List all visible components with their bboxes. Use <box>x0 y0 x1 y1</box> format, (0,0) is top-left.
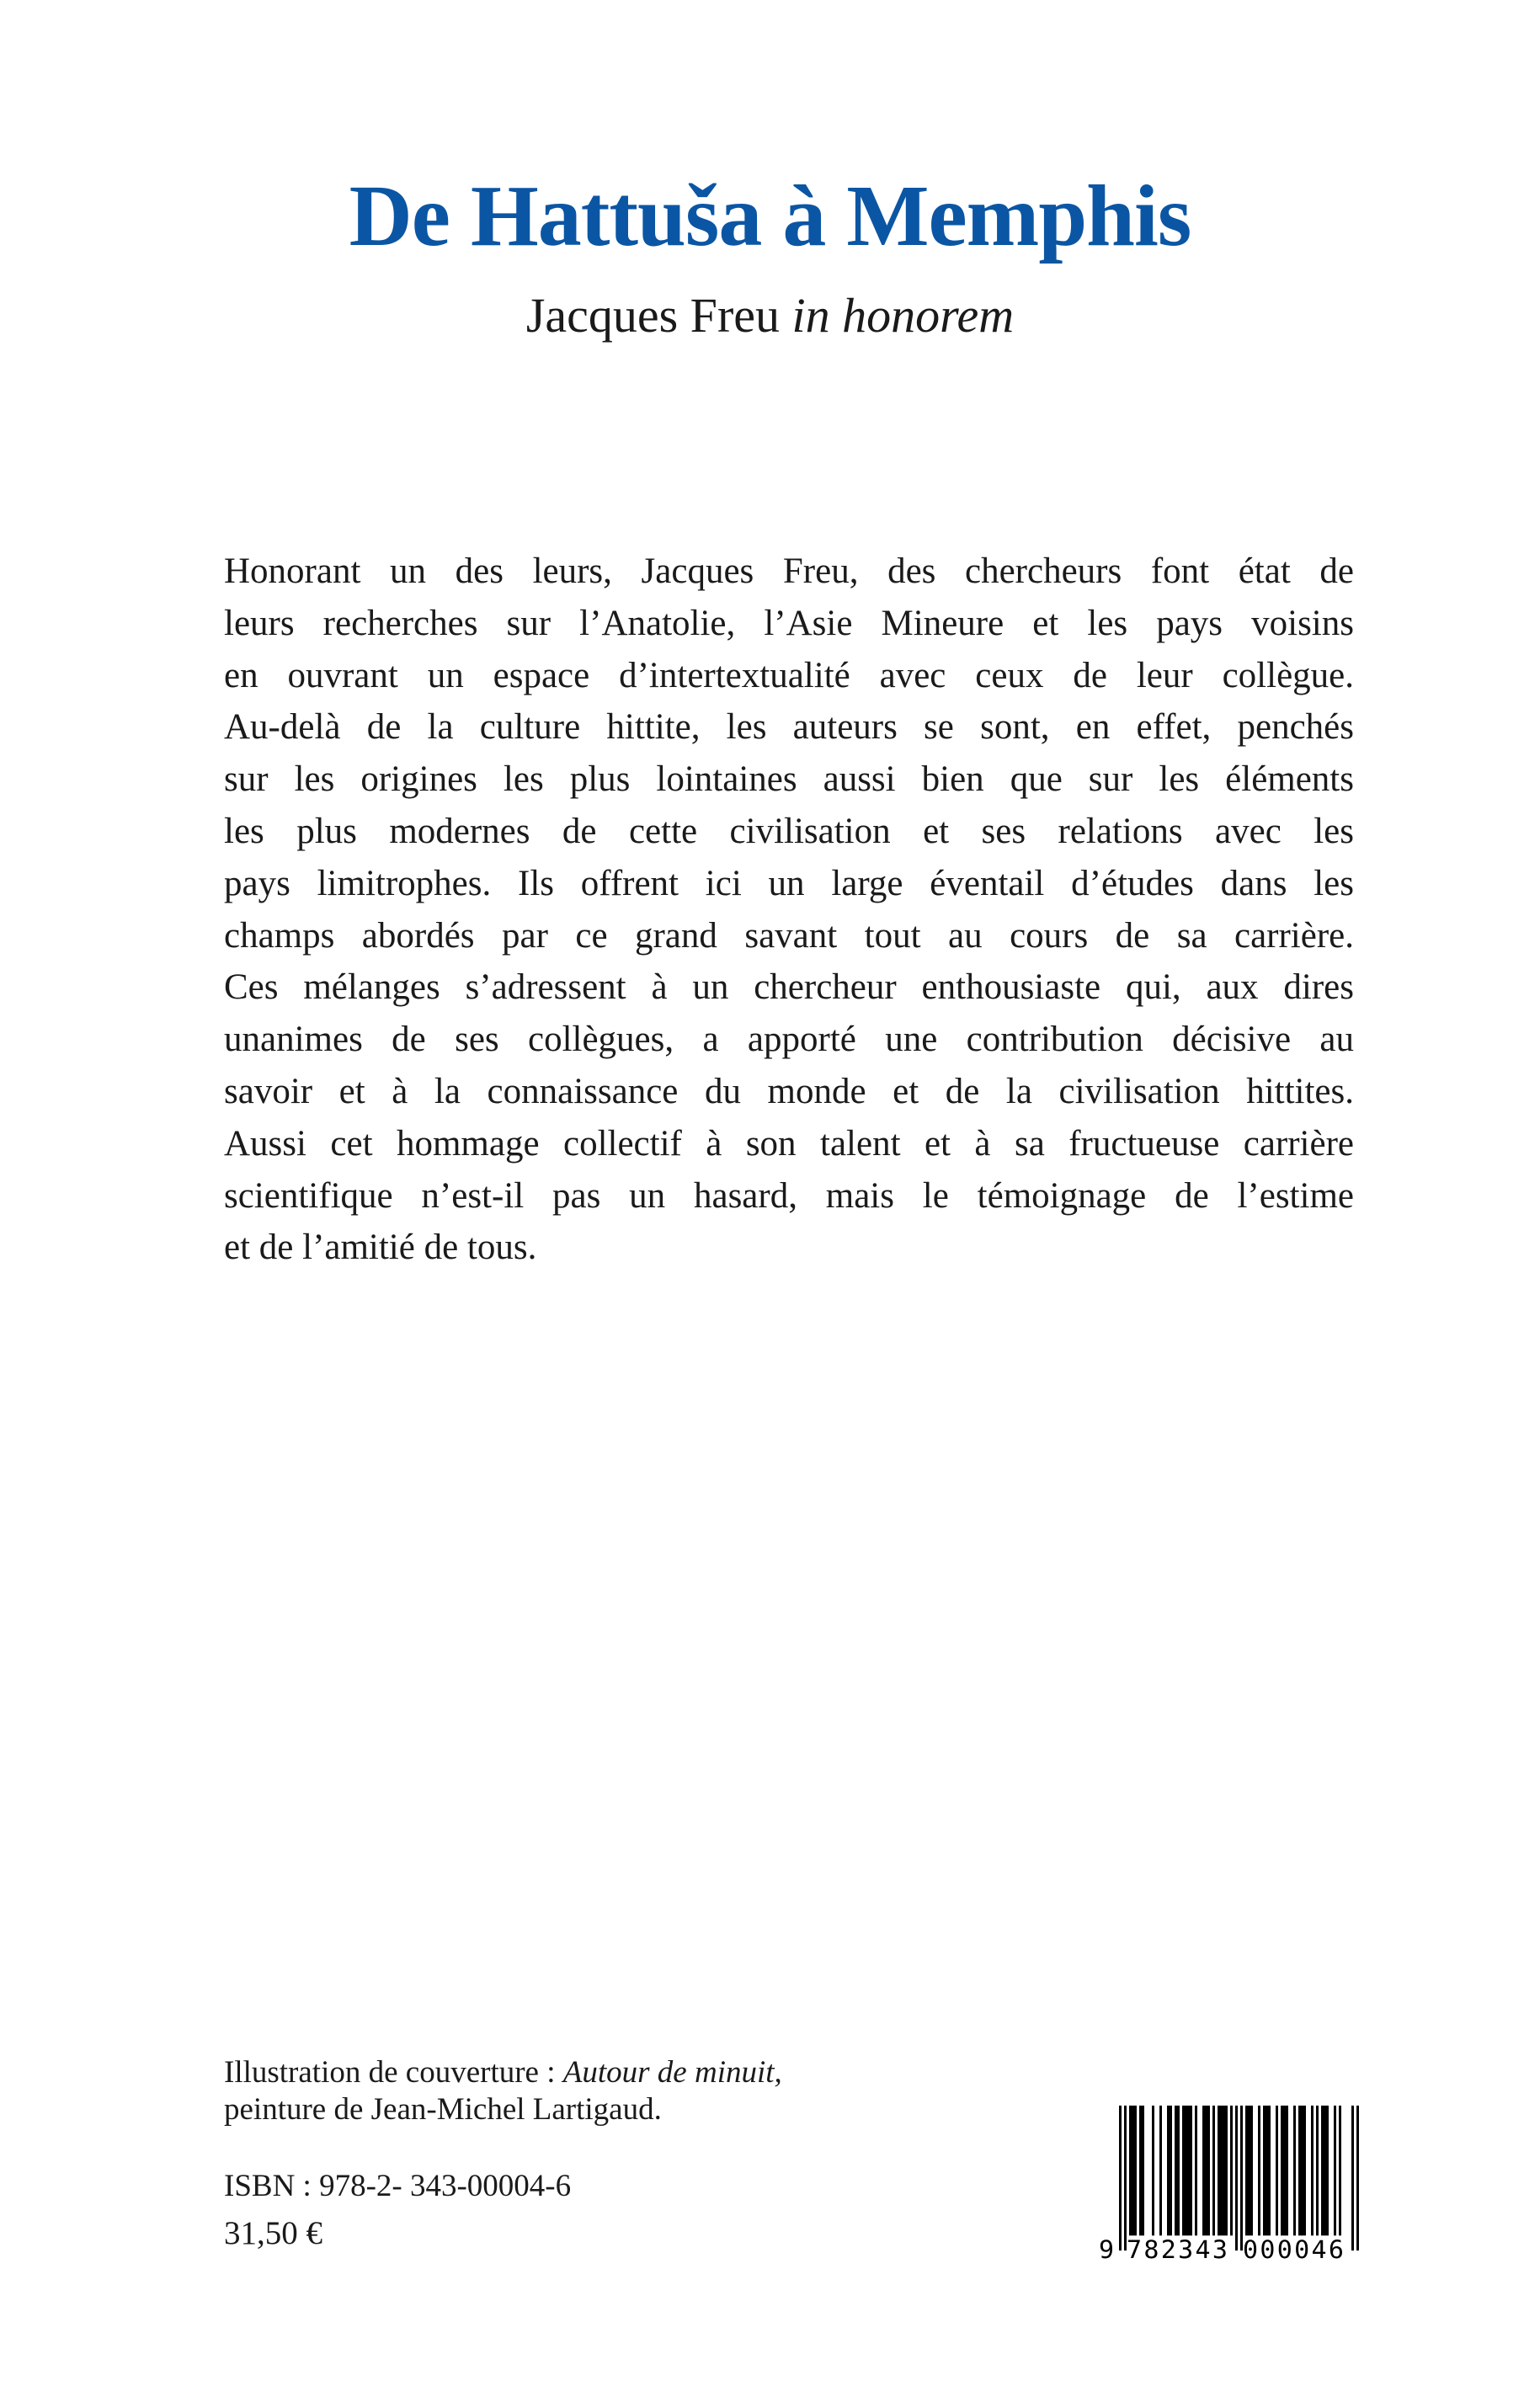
barcode-bar <box>1356 2106 1359 2250</box>
barcode-bar <box>1230 2106 1233 2235</box>
ean13-barcode <box>1091 2101 1369 2261</box>
subtitle-italic: in honorem <box>791 288 1015 343</box>
barcode-bar <box>1139 2106 1142 2235</box>
barcode-bar <box>1245 2106 1248 2235</box>
barcode-bar <box>1321 2106 1324 2235</box>
barcode-bar <box>1190 2106 1192 2235</box>
barcode-bar <box>1175 2106 1177 2235</box>
isbn: ISBN : 978-2- 343-00004-6 <box>224 2169 572 2203</box>
back-cover-blurb <box>224 546 1354 1274</box>
barcode-bar <box>1134 2106 1137 2235</box>
book-subtitle <box>0 286 1540 345</box>
barcode-bar <box>1170 2106 1172 2235</box>
blurb-line: unanimes de ses collègues, a apporté une contribution décisive au <box>224 1020 1354 1060</box>
barcode-bar <box>1129 2106 1132 2235</box>
blurb-line: Ces mélanges s’adressent à un chercheur enthousiaste qui, aux dires <box>224 967 1354 1008</box>
honoree-name: Jacques Freu <box>525 288 780 343</box>
barcode-bar <box>1187 2106 1190 2235</box>
blurb-line: Aussi cet hommage collectif à son talent et à sa fructueuse carrière <box>224 1123 1354 1164</box>
barcode-left-digits: 782343 <box>1127 2235 1228 2261</box>
blurb-line: scientifique n’est-il pas un hasard, mais le témoignage de l’estime <box>224 1175 1354 1216</box>
barcode-bar <box>1152 2106 1154 2235</box>
barcode-bar <box>1220 2106 1223 2235</box>
barcode-bar <box>1240 2106 1243 2250</box>
barcode-bar <box>1207 2106 1210 2235</box>
book-title: De Hattuša à Memphis <box>349 168 1191 264</box>
barcode-bar <box>1293 2106 1296 2235</box>
barcode-bar <box>1324 2106 1326 2235</box>
barcode-bar <box>1182 2106 1185 2235</box>
blurb-line: savoir et à la connaissance du monde et de la civilisation hittites. <box>224 1071 1354 1111</box>
blurb-line: en ouvrant un espace d’intertextualité avec ceux de leur collègue. <box>224 655 1354 695</box>
barcode-bar <box>1225 2106 1228 2235</box>
barcode-bar <box>1218 2106 1220 2235</box>
barcode-bar <box>1301 2106 1303 2235</box>
blurb-line: les plus modernes de cette civilisation et ses relations avec les <box>224 811 1354 851</box>
blurb-line: champs abordés par ce grand savant tout au cours de sa carrière. <box>224 915 1354 956</box>
barcode-bar <box>1326 2106 1329 2235</box>
barcode-bar <box>1248 2106 1250 2235</box>
blurb-line: et de l’amitié de tous. <box>224 1228 537 1268</box>
barcode-bar <box>1202 2106 1205 2235</box>
blurb-line: pays limitrophes. Ils offrent ici un large éventail d’études dans les <box>224 863 1354 903</box>
barcode-bar <box>1283 2106 1286 2235</box>
barcode-bar <box>1212 2106 1215 2235</box>
barcode-bar <box>1235 2106 1238 2250</box>
cover-illustration-credit <box>224 2054 782 2128</box>
blurb-line: sur les origines les plus lointaines aussi bien que sur les éléments <box>224 759 1354 800</box>
blurb-line: leurs recherches sur l’Anatolie, l’Asie Mineure et les pays voisins <box>224 603 1354 643</box>
barcode-bar <box>1351 2106 1354 2250</box>
barcode-bar <box>1281 2106 1283 2235</box>
barcode-bar <box>1132 2106 1134 2235</box>
barcode-bar <box>1286 2106 1288 2235</box>
barcode-bar <box>1311 2106 1314 2235</box>
barcode-bar <box>1303 2106 1306 2235</box>
barcode-bar <box>1263 2106 1266 2235</box>
barcode-bar <box>1124 2106 1127 2250</box>
credit-label: Illustration de couverture : <box>224 2055 563 2090</box>
barcode-bar <box>1298 2106 1301 2235</box>
barcode-bar <box>1250 2106 1253 2235</box>
price: 31,50 € <box>224 2215 322 2251</box>
barcode-bar <box>1205 2106 1207 2235</box>
barcode-bar <box>1316 2106 1319 2235</box>
barcode-bar <box>1185 2106 1187 2235</box>
barcode-first-digit: 9 <box>1099 2235 1115 2261</box>
barcode-bar <box>1223 2106 1225 2235</box>
barcode-bar <box>1334 2106 1336 2235</box>
blurb-line: Au-delà de la culture hittite, les auteurs se sont, en effet, penchés <box>224 707 1354 748</box>
barcode-bar <box>1119 2106 1122 2250</box>
barcode-bar <box>1177 2106 1180 2235</box>
blurb-line: Honorant un des leurs, Jacques Freu, des chercheurs font état de <box>224 551 1354 591</box>
credit-work: Autour de minuit, <box>562 2055 782 2090</box>
barcode-bar <box>1142 2106 1144 2235</box>
barcode-right-digits: 000046 <box>1243 2235 1344 2261</box>
barcode-bar <box>1339 2106 1341 2235</box>
barcode-bar <box>1258 2106 1260 2235</box>
barcode-bar <box>1268 2106 1271 2235</box>
barcode-bar <box>1167 2106 1170 2235</box>
credit-artist: peinture de Jean-Michel Lartigaud. <box>224 2092 662 2127</box>
barcode-bar <box>1266 2106 1268 2235</box>
barcode-bar <box>1159 2106 1162 2235</box>
barcode-bar <box>1276 2106 1278 2235</box>
barcode-bar <box>1195 2106 1197 2235</box>
